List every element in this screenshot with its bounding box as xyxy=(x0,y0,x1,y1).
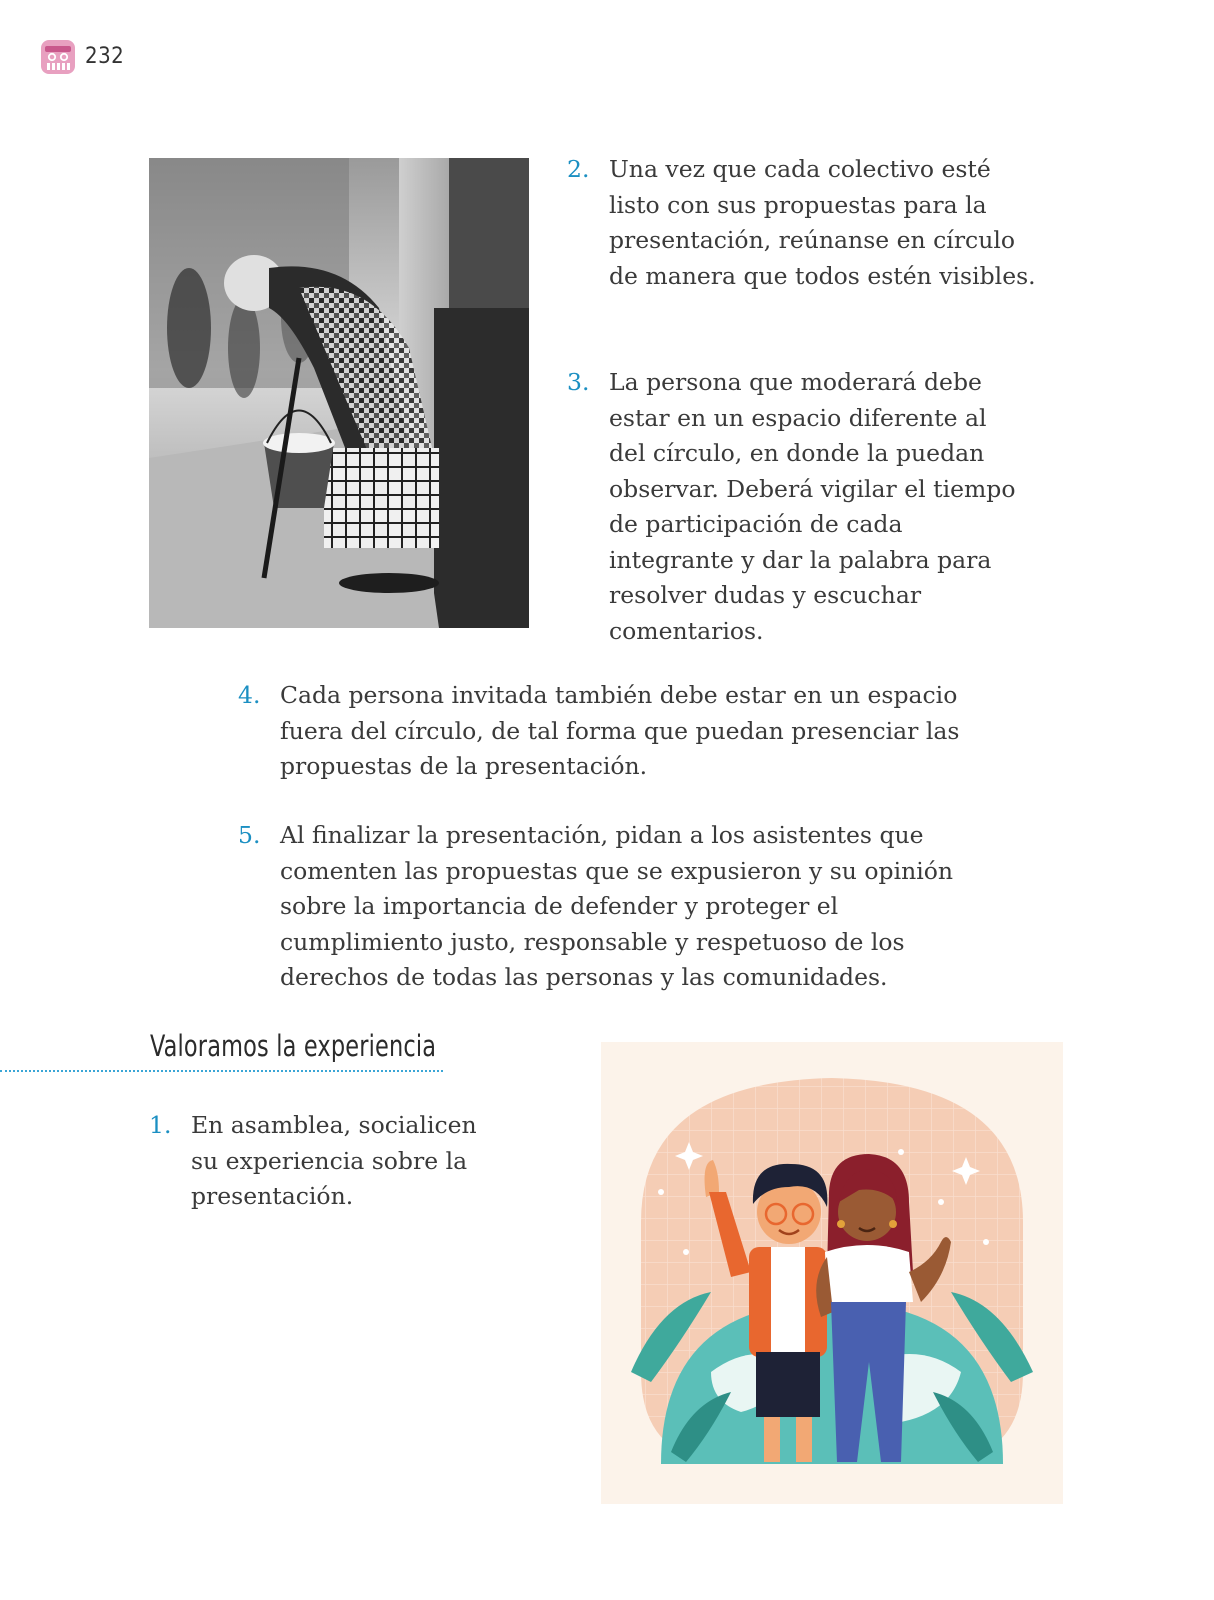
item-number: 2. xyxy=(567,155,590,183)
list-item xyxy=(567,152,1037,294)
item-number: 4. xyxy=(238,681,261,709)
section-divider xyxy=(0,1070,443,1072)
item-text: Cada persona invitada también debe estar en un espacio fuera del círculo, de tal forma que puedan presenciar las propuestas de la presentación. xyxy=(280,681,960,780)
two-kids-waving-illustration xyxy=(601,1042,1063,1504)
list-item xyxy=(238,678,988,785)
item-text: Al finalizar la presentación, pidan a los asistentes que comenten las propuestas que se expusieron y su opinión sobre la importancia de defender y proteger el cumplimiento justo, responsable y respetuoso de los derechos de todas las personas y las comunidades. xyxy=(280,821,954,991)
item-text: La persona que moderará debe estar en un espacio diferente al del círculo, en donde la puedan observar. Deberá vigilar el tiempo de participación de cada integrante y dar la palabra para resolver dudas y escuchar comentarios. xyxy=(609,368,1016,645)
item-number: 3. xyxy=(567,368,590,396)
pink-glyph-icon xyxy=(41,40,75,74)
elderly-woman-photo xyxy=(149,158,529,628)
page-number: 232 xyxy=(85,44,125,69)
item-number: 1. xyxy=(149,1111,172,1139)
list-item xyxy=(238,818,963,996)
item-text: Una vez que cada colectivo esté listo con sus propuestas para la presentación, reúnanse en círculo de manera que todos estén visibles. xyxy=(609,155,1036,290)
item-text: En asamblea, socialicen su experiencia sobre la presentación. xyxy=(191,1111,477,1210)
item-number: 5. xyxy=(238,821,261,849)
list-item xyxy=(149,1108,509,1215)
list-item xyxy=(567,365,1017,649)
section-title: Valoramos la experiencia xyxy=(150,1029,437,1063)
